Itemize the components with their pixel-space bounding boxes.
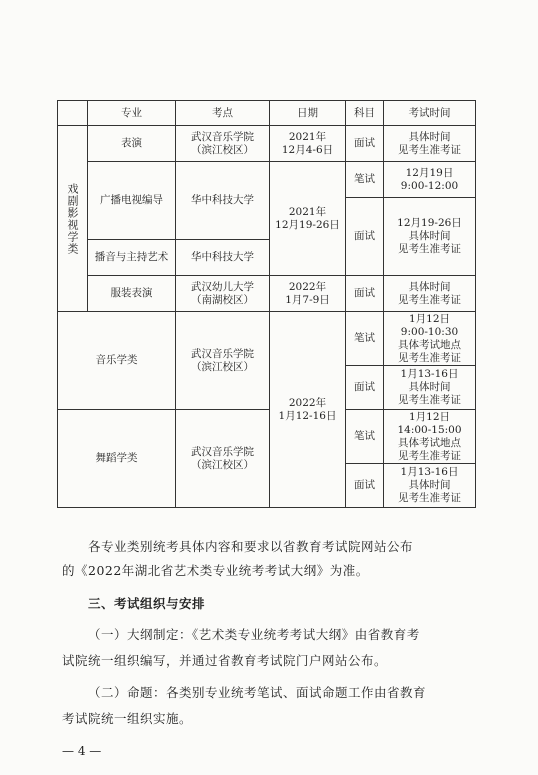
- time-cell: 1月13-16日 具体时间 见考生准考证: [384, 464, 476, 508]
- header-subject: 科目: [346, 101, 384, 126]
- table-header-row: [58, 101, 476, 126]
- time-cell: 具体时间 见考生准考证: [384, 276, 476, 312]
- subject-cell: 笔试: [346, 410, 384, 464]
- time-cell: 12月19日 9:00-12:00: [384, 162, 476, 198]
- subject-cell: 笔试: [346, 312, 384, 366]
- table-row: [58, 276, 476, 312]
- time-cell: 1月12日 9:00-10:30 具体考试地点 见考生准考证: [384, 312, 476, 366]
- venue-cell: 武汉音乐学院 （滨江校区）: [176, 312, 270, 410]
- table-row: [58, 410, 476, 464]
- subject-cell: 面试: [346, 126, 384, 162]
- date-cell: 2022年 1月12-16日: [270, 312, 346, 508]
- venue-cell: 武汉音乐学院 （滨江校区）: [176, 126, 270, 162]
- exam-schedule-table: [57, 100, 476, 508]
- time-cell: 1月13-16日 具体时间 见考生准考证: [384, 366, 476, 410]
- table-row: [58, 312, 476, 366]
- time-cell: 具体时间 见考生准考证: [384, 126, 476, 162]
- subject-cell: 笔试: [346, 162, 384, 198]
- header-date: 日期: [270, 101, 346, 126]
- category-label: 戏剧影视学类: [66, 182, 79, 255]
- category-cell-music: 音乐学类: [58, 312, 176, 410]
- major-cell: 广播电视编导: [88, 162, 176, 240]
- major-cell: 表演: [88, 126, 176, 162]
- paragraph-line: 考试院统一组织实施。: [62, 711, 193, 726]
- section-heading: 三、考试组织与安排: [88, 596, 206, 611]
- table-row: [58, 162, 476, 198]
- date-cell: 2021年 12月4-6日: [270, 126, 346, 162]
- header-major: 专业: [88, 101, 176, 126]
- header-category: [58, 101, 88, 126]
- venue-cell: 武汉幼儿大学 （南湖校区）: [176, 276, 270, 312]
- subject-cell: 面试: [346, 366, 384, 410]
- paragraph-line: 试院统一组织编写，并通过省教育考试院门户网站公布。: [62, 653, 388, 668]
- paragraph-line: 的《2022年湖北省艺术类专业统考考试大纲》为准。: [62, 563, 369, 578]
- date-cell: 2022年 1月7-9日: [270, 276, 346, 312]
- venue-cell: 华中科技大学: [176, 240, 270, 276]
- table-row: [58, 126, 476, 162]
- paragraph-line: （一）大纲制定：《艺术类专业统考考试大纲》由省教育考: [88, 627, 420, 642]
- time-cell: 12月19-26日 具体时间 见考生准考证: [384, 198, 476, 276]
- major-cell: 服装表演: [88, 276, 176, 312]
- major-cell: 播音与主持艺术: [88, 240, 176, 276]
- paragraph-line: 各专业类别统考具体内容和要求以省教育考试院网站公布: [88, 539, 414, 554]
- time-cell: 1月12日 14:00-15:00 具体考试地点 见考生准考证: [384, 410, 476, 464]
- subject-cell: 面试: [346, 198, 384, 276]
- venue-cell: 华中科技大学: [176, 162, 270, 240]
- venue-cell: 武汉音乐学院 （滨江校区）: [176, 410, 270, 508]
- page-number: — 4 —: [62, 744, 102, 758]
- category-cell-drama: [58, 126, 88, 312]
- header-time: 考试时间: [384, 101, 476, 126]
- date-cell: 2021年 12月19-26日: [270, 162, 346, 276]
- header-venue: 考点: [176, 101, 270, 126]
- category-cell-dance: 舞蹈学类: [58, 410, 176, 508]
- subject-cell: 面试: [346, 276, 384, 312]
- paragraph-line: （二）命题：各类别专业统考笔试、面试命题工作由省教育: [88, 685, 427, 700]
- subject-cell: 面试: [346, 464, 384, 508]
